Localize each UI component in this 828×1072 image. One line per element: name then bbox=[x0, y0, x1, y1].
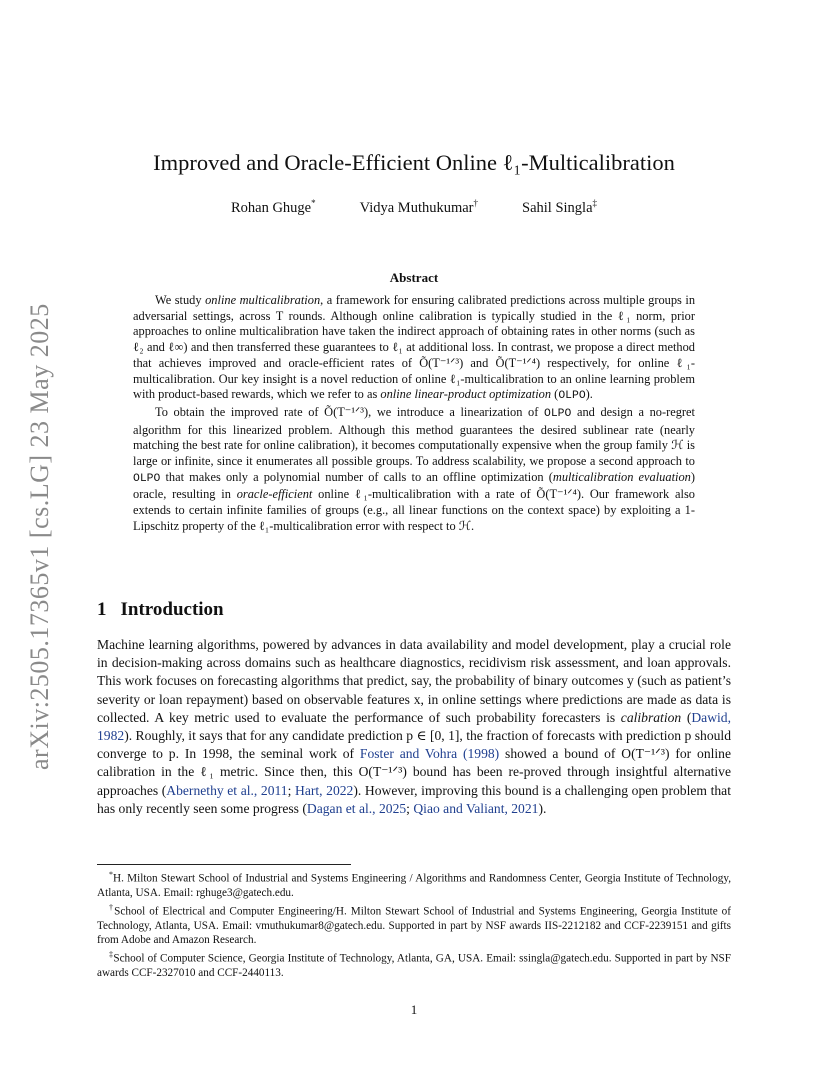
introduction-paragraph: Machine learning algorithms, powered by advances in data availability and model development, play a crucial role in decision-making across domains such as healthcare diagnostics, recidivism risk assessment, and loan approvals. This work focuses on forecasting algorithms that predict, say, the probability of binary outcomes y (such as patient’s severity or loan repayment) based on observable features x, in online settings where predictions are made as data is collected. A key metric used to evaluate the performance of such probability forecasters is calibration (Dawid, 1982). Roughly, it says that for any candidate prediction p ∈ [0, 1], the fraction of forecasts with prediction p should converge to p. In 1998, the seminal work of Foster and Vohra (1998) showed a bound of O(T⁻¹ᐟ³) for online calibration in the ℓ₁ metric. Since then, this O(T⁻¹ᐟ³) bound has been re-proved through insightful alternative approaches (Abernethy et al., 2011; Hart, 2022). However, improving this bound is a challenging open problem that has only recently seen some progress (Dagan et al., 2025; Qiao and Valiant, 2021). bbox=[97, 637, 731, 816]
citation-link[interactable]: Hart, 2022 bbox=[295, 782, 354, 798]
abstract-heading: Abstract bbox=[389, 270, 439, 285]
footnote: ‡School of Computer Science, Georgia Institute of Technology, Atlanta, GA, USA. Email: ssingla@gatech.edu. Supported in part by NSF awards CCF-2327010 and CCF-2440113. bbox=[97, 950, 732, 980]
author: Sahil Singla‡ bbox=[522, 198, 598, 216]
section-title: Introduction bbox=[120, 599, 224, 620]
abstract-paragraph: To obtain the improved rate of Õ(T⁻¹ᐟ³), we introduce a linearization of OLPO and design a no-regret algorithm for this linearized problem. Although this method guarantees the desired sublinear rate (nearly matching the best rate for online calibration), it becomes computationally expensive when the group family ℋ is large or infinite, since it enumerates all possible groups. To address scalability, we propose a second approach to OLPO that makes only a polynomial number of calls to an offline optimization (multicalibration evaluation) oracle, resulting in oracle-efficient online ℓ₁-multicalibration with a rate of Õ(T⁻¹ᐟ⁴). Our framework also extends to certain infinite families of groups (e.g., all linear functions on the context space) by exploiting a 1-Lipschitz property of the ℓ₁-multicalibration error with respect to ℋ. bbox=[133, 404, 695, 533]
author-footnote-mark: * bbox=[311, 198, 316, 208]
section-heading-introduction bbox=[97, 599, 224, 621]
footnote: †School of Electrical and Computer Engineering/H. Milton Stewart School of Industrial and Systems Engineering, Georgia Institute of Technology, Atlanta, USA. Email: vmuthukumar8@gatech.edu. Supported in part by NSF awards IIS-2212182 and CCF-2239151 and gifts from Adobe and Amazon Research. bbox=[97, 903, 731, 947]
abstract-paragraph: We study online multicalibration, a framework for ensuring calibrated predictions across multiple groups in adversarial settings, across T rounds. Although online calibration is typically studied in the ℓ₁ norm, prior approaches to online multicalibration have taken the indirect approach of obtaining rates in other norms (such as ℓ₂ and ℓ∞) and then transferred these guarantees to ℓ₁ at additional loss. In contrast, we propose a direct method that achieves improved and oracle-efficient rates of Õ(T⁻¹ᐟ³) and Õ(T⁻¹ᐟ⁴) respectively, for online ℓ₁-multicalibration. Our key insight is a novel reduction of online ℓ₁-multicalibration to an online learning problem with product-based rewards, which we refer to as online linear-product optimization (OLPO). bbox=[133, 293, 696, 403]
footnote: *H. Milton Stewart School of Industrial and Systems Engineering / Algorithms and Randomness Center, Georgia Institute of Technology, Atlanta, USA. Email: rghuge3@gatech.edu. bbox=[97, 870, 731, 899]
footnote-divider bbox=[97, 864, 351, 865]
arxiv-identifier: arXiv:2505.17365v1 [cs.LG] 23 May 2025 bbox=[25, 303, 54, 770]
author-footnote-mark: † bbox=[473, 198, 479, 208]
author-footnote-mark: ‡ bbox=[592, 198, 598, 208]
section-number: 1 bbox=[97, 599, 107, 620]
citation-link[interactable]: Qiao and Valiant, 2021 bbox=[413, 800, 539, 816]
author: Rohan Ghuge* bbox=[230, 198, 316, 216]
citation-link[interactable]: Dawid, 1982 bbox=[97, 709, 731, 744]
page-number: 1 bbox=[410, 1002, 418, 1017]
citation-link[interactable]: Foster and Vohra (1998) bbox=[359, 746, 500, 762]
citation-link[interactable]: Dagan et al., 2025 bbox=[306, 800, 407, 816]
author-list bbox=[0, 198, 828, 217]
citation-link[interactable]: Abernethy et al., 2011 bbox=[166, 782, 288, 798]
paper-title: Improved and Oracle-Efficient Online ℓ₁-Multicalibration bbox=[153, 150, 675, 175]
footnotes bbox=[97, 868, 731, 982]
author: Vidya Muthukumar† bbox=[359, 198, 479, 216]
abstract-body bbox=[133, 293, 695, 535]
